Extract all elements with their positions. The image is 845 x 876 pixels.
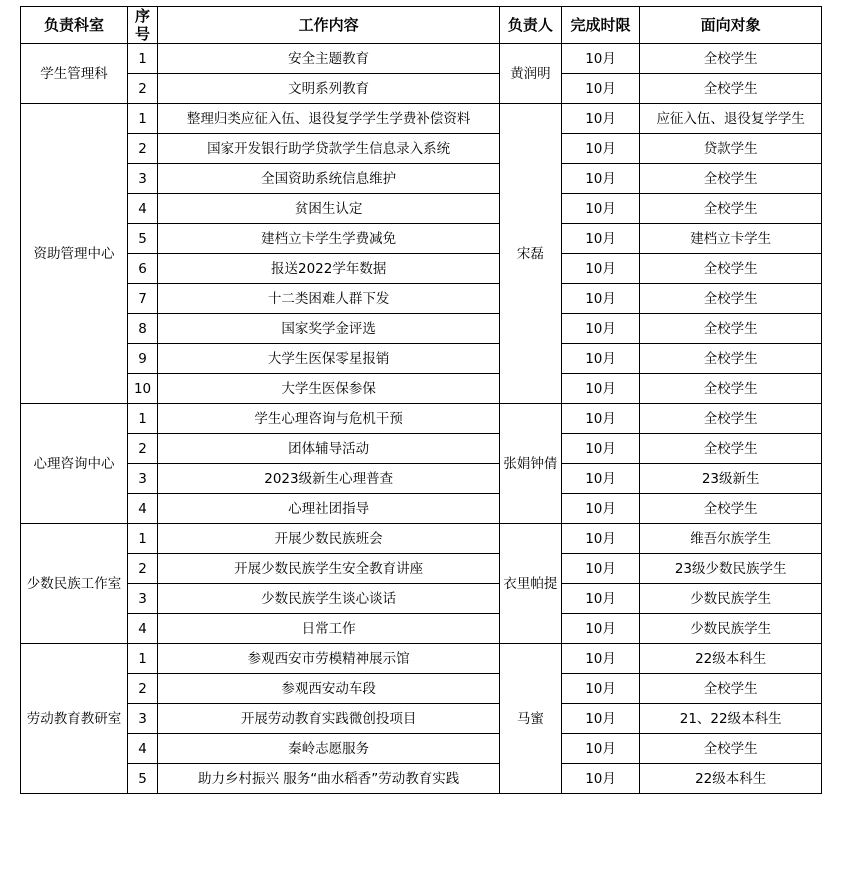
deadline-cell: 10月: [561, 494, 640, 524]
target-cell: 少数民族学生: [640, 584, 822, 614]
target-cell: 23级新生: [640, 464, 822, 494]
deadline-cell: 10月: [561, 764, 640, 794]
deadline-cell: 10月: [561, 404, 640, 434]
work-plan-table: [20, 6, 822, 794]
deadline-cell: 10月: [561, 44, 640, 74]
task-cell: 开展少数民族学生安全教育讲座: [158, 554, 500, 584]
table-row: [21, 44, 822, 74]
target-cell: 22级本科生: [640, 644, 822, 674]
task-cell: 开展少数民族班会: [158, 524, 500, 554]
table-row: [21, 494, 822, 524]
number-cell: 10: [127, 374, 157, 404]
header-row: [21, 7, 822, 44]
target-cell: 全校学生: [640, 374, 822, 404]
deadline-cell: 10月: [561, 674, 640, 704]
target-cell: 少数民族学生: [640, 614, 822, 644]
deadline-cell: 10月: [561, 584, 640, 614]
number-cell: 3: [127, 584, 157, 614]
task-cell: 参观西安市劳模精神展示馆: [158, 644, 500, 674]
task-cell: 团体辅导活动: [158, 434, 500, 464]
deadline-cell: 10月: [561, 254, 640, 284]
deadline-cell: 10月: [561, 644, 640, 674]
number-cell: 2: [127, 74, 157, 104]
department-cell: 少数民族工作室: [21, 524, 128, 644]
number-cell: 1: [127, 524, 157, 554]
table-row: [21, 194, 822, 224]
task-cell: 开展劳动教育实践微创投项目: [158, 704, 500, 734]
number-cell: 2: [127, 134, 157, 164]
header-owner: 负责人: [500, 7, 562, 44]
table-row: [21, 104, 822, 134]
deadline-cell: 10月: [561, 314, 640, 344]
target-cell: 全校学生: [640, 494, 822, 524]
target-cell: 全校学生: [640, 194, 822, 224]
deadline-cell: 10月: [561, 74, 640, 104]
header-department: 负责科室: [21, 7, 128, 44]
table-row: [21, 554, 822, 584]
table-row: [21, 74, 822, 104]
table-row: [21, 764, 822, 794]
table-row: [21, 734, 822, 764]
number-cell: 9: [127, 344, 157, 374]
target-cell: 全校学生: [640, 734, 822, 764]
deadline-cell: 10月: [561, 134, 640, 164]
task-cell: 整理归类应征入伍、退役复学学生学费补偿资料: [158, 104, 500, 134]
table-row: [21, 584, 822, 614]
table-row: [21, 404, 822, 434]
number-cell: 1: [127, 44, 157, 74]
department-cell: 资助管理中心: [21, 104, 128, 404]
table-row: [21, 614, 822, 644]
task-cell: 少数民族学生谈心谈话: [158, 584, 500, 614]
header-deadline: 完成时限: [561, 7, 640, 44]
owner-cell: 宋磊: [500, 104, 562, 404]
task-cell: 十二类困难人群下发: [158, 284, 500, 314]
task-cell: 秦岭志愿服务: [158, 734, 500, 764]
table-row: [21, 284, 822, 314]
task-cell: 日常工作: [158, 614, 500, 644]
deadline-cell: 10月: [561, 374, 640, 404]
task-cell: 助力乡村振兴 服务“曲水稻香”劳动教育实践: [158, 764, 500, 794]
deadline-cell: 10月: [561, 704, 640, 734]
number-cell: 4: [127, 494, 157, 524]
deadline-cell: 10月: [561, 464, 640, 494]
task-cell: 大学生医保零星报销: [158, 344, 500, 374]
target-cell: 应征入伍、退役复学学生: [640, 104, 822, 134]
number-cell: 3: [127, 464, 157, 494]
table-row: [21, 164, 822, 194]
header-number: 序号: [127, 7, 157, 44]
number-cell: 7: [127, 284, 157, 314]
owner-cell: 马蜜: [500, 644, 562, 794]
table-row: [21, 374, 822, 404]
deadline-cell: 10月: [561, 104, 640, 134]
deadline-cell: 10月: [561, 614, 640, 644]
target-cell: 维吾尔族学生: [640, 524, 822, 554]
number-cell: 3: [127, 704, 157, 734]
task-cell: 2023级新生心理普查: [158, 464, 500, 494]
number-cell: 4: [127, 194, 157, 224]
table-row: [21, 314, 822, 344]
header-task: 工作内容: [158, 7, 500, 44]
target-cell: 21、22级本科生: [640, 704, 822, 734]
number-cell: 1: [127, 104, 157, 134]
number-cell: 6: [127, 254, 157, 284]
task-cell: 参观西安动车段: [158, 674, 500, 704]
number-cell: 2: [127, 434, 157, 464]
owner-cell: 衣里帕提: [500, 524, 562, 644]
target-cell: 全校学生: [640, 434, 822, 464]
number-cell: 3: [127, 164, 157, 194]
table-row: [21, 464, 822, 494]
table-row: [21, 224, 822, 254]
target-cell: 建档立卡学生: [640, 224, 822, 254]
target-cell: 全校学生: [640, 284, 822, 314]
task-cell: 报送2022学年数据: [158, 254, 500, 284]
department-cell: 劳动教育教研室: [21, 644, 128, 794]
deadline-cell: 10月: [561, 194, 640, 224]
owner-cell: 黄润明: [500, 44, 562, 104]
number-cell: 5: [127, 224, 157, 254]
table-row: [21, 344, 822, 374]
deadline-cell: 10月: [561, 344, 640, 374]
task-cell: 心理社团指导: [158, 494, 500, 524]
department-cell: 学生管理科: [21, 44, 128, 104]
number-cell: 1: [127, 644, 157, 674]
target-cell: 全校学生: [640, 344, 822, 374]
number-cell: 4: [127, 734, 157, 764]
deadline-cell: 10月: [561, 734, 640, 764]
table-row: [21, 644, 822, 674]
target-cell: 全校学生: [640, 44, 822, 74]
target-cell: 全校学生: [640, 74, 822, 104]
target-cell: 全校学生: [640, 314, 822, 344]
table-body: [21, 44, 822, 794]
table-row: [21, 674, 822, 704]
task-cell: 学生心理咨询与危机干预: [158, 404, 500, 434]
task-cell: 安全主题教育: [158, 44, 500, 74]
table-row: [21, 524, 822, 554]
number-cell: 8: [127, 314, 157, 344]
target-cell: 全校学生: [640, 254, 822, 284]
number-cell: 4: [127, 614, 157, 644]
target-cell: 全校学生: [640, 404, 822, 434]
number-cell: 2: [127, 674, 157, 704]
header-target: 面向对象: [640, 7, 822, 44]
table-row: [21, 134, 822, 164]
task-cell: 全国资助系统信息维护: [158, 164, 500, 194]
number-cell: 5: [127, 764, 157, 794]
deadline-cell: 10月: [561, 524, 640, 554]
target-cell: 贷款学生: [640, 134, 822, 164]
task-cell: 贫困生认定: [158, 194, 500, 224]
target-cell: 23级少数民族学生: [640, 554, 822, 584]
table-row: [21, 704, 822, 734]
deadline-cell: 10月: [561, 284, 640, 314]
task-cell: 建档立卡学生学费减免: [158, 224, 500, 254]
number-cell: 1: [127, 404, 157, 434]
task-cell: 大学生医保参保: [158, 374, 500, 404]
owner-cell: 张娟钟倩: [500, 404, 562, 524]
table-row: [21, 434, 822, 464]
deadline-cell: 10月: [561, 224, 640, 254]
department-cell: 心理咨询中心: [21, 404, 128, 524]
deadline-cell: 10月: [561, 554, 640, 584]
number-cell: 2: [127, 554, 157, 584]
task-cell: 国家奖学金评选: [158, 314, 500, 344]
deadline-cell: 10月: [561, 164, 640, 194]
target-cell: 全校学生: [640, 164, 822, 194]
target-cell: 全校学生: [640, 674, 822, 704]
deadline-cell: 10月: [561, 434, 640, 464]
task-cell: 国家开发银行助学贷款学生信息录入系统: [158, 134, 500, 164]
task-cell: 文明系列教育: [158, 74, 500, 104]
table-row: [21, 254, 822, 284]
target-cell: 22级本科生: [640, 764, 822, 794]
